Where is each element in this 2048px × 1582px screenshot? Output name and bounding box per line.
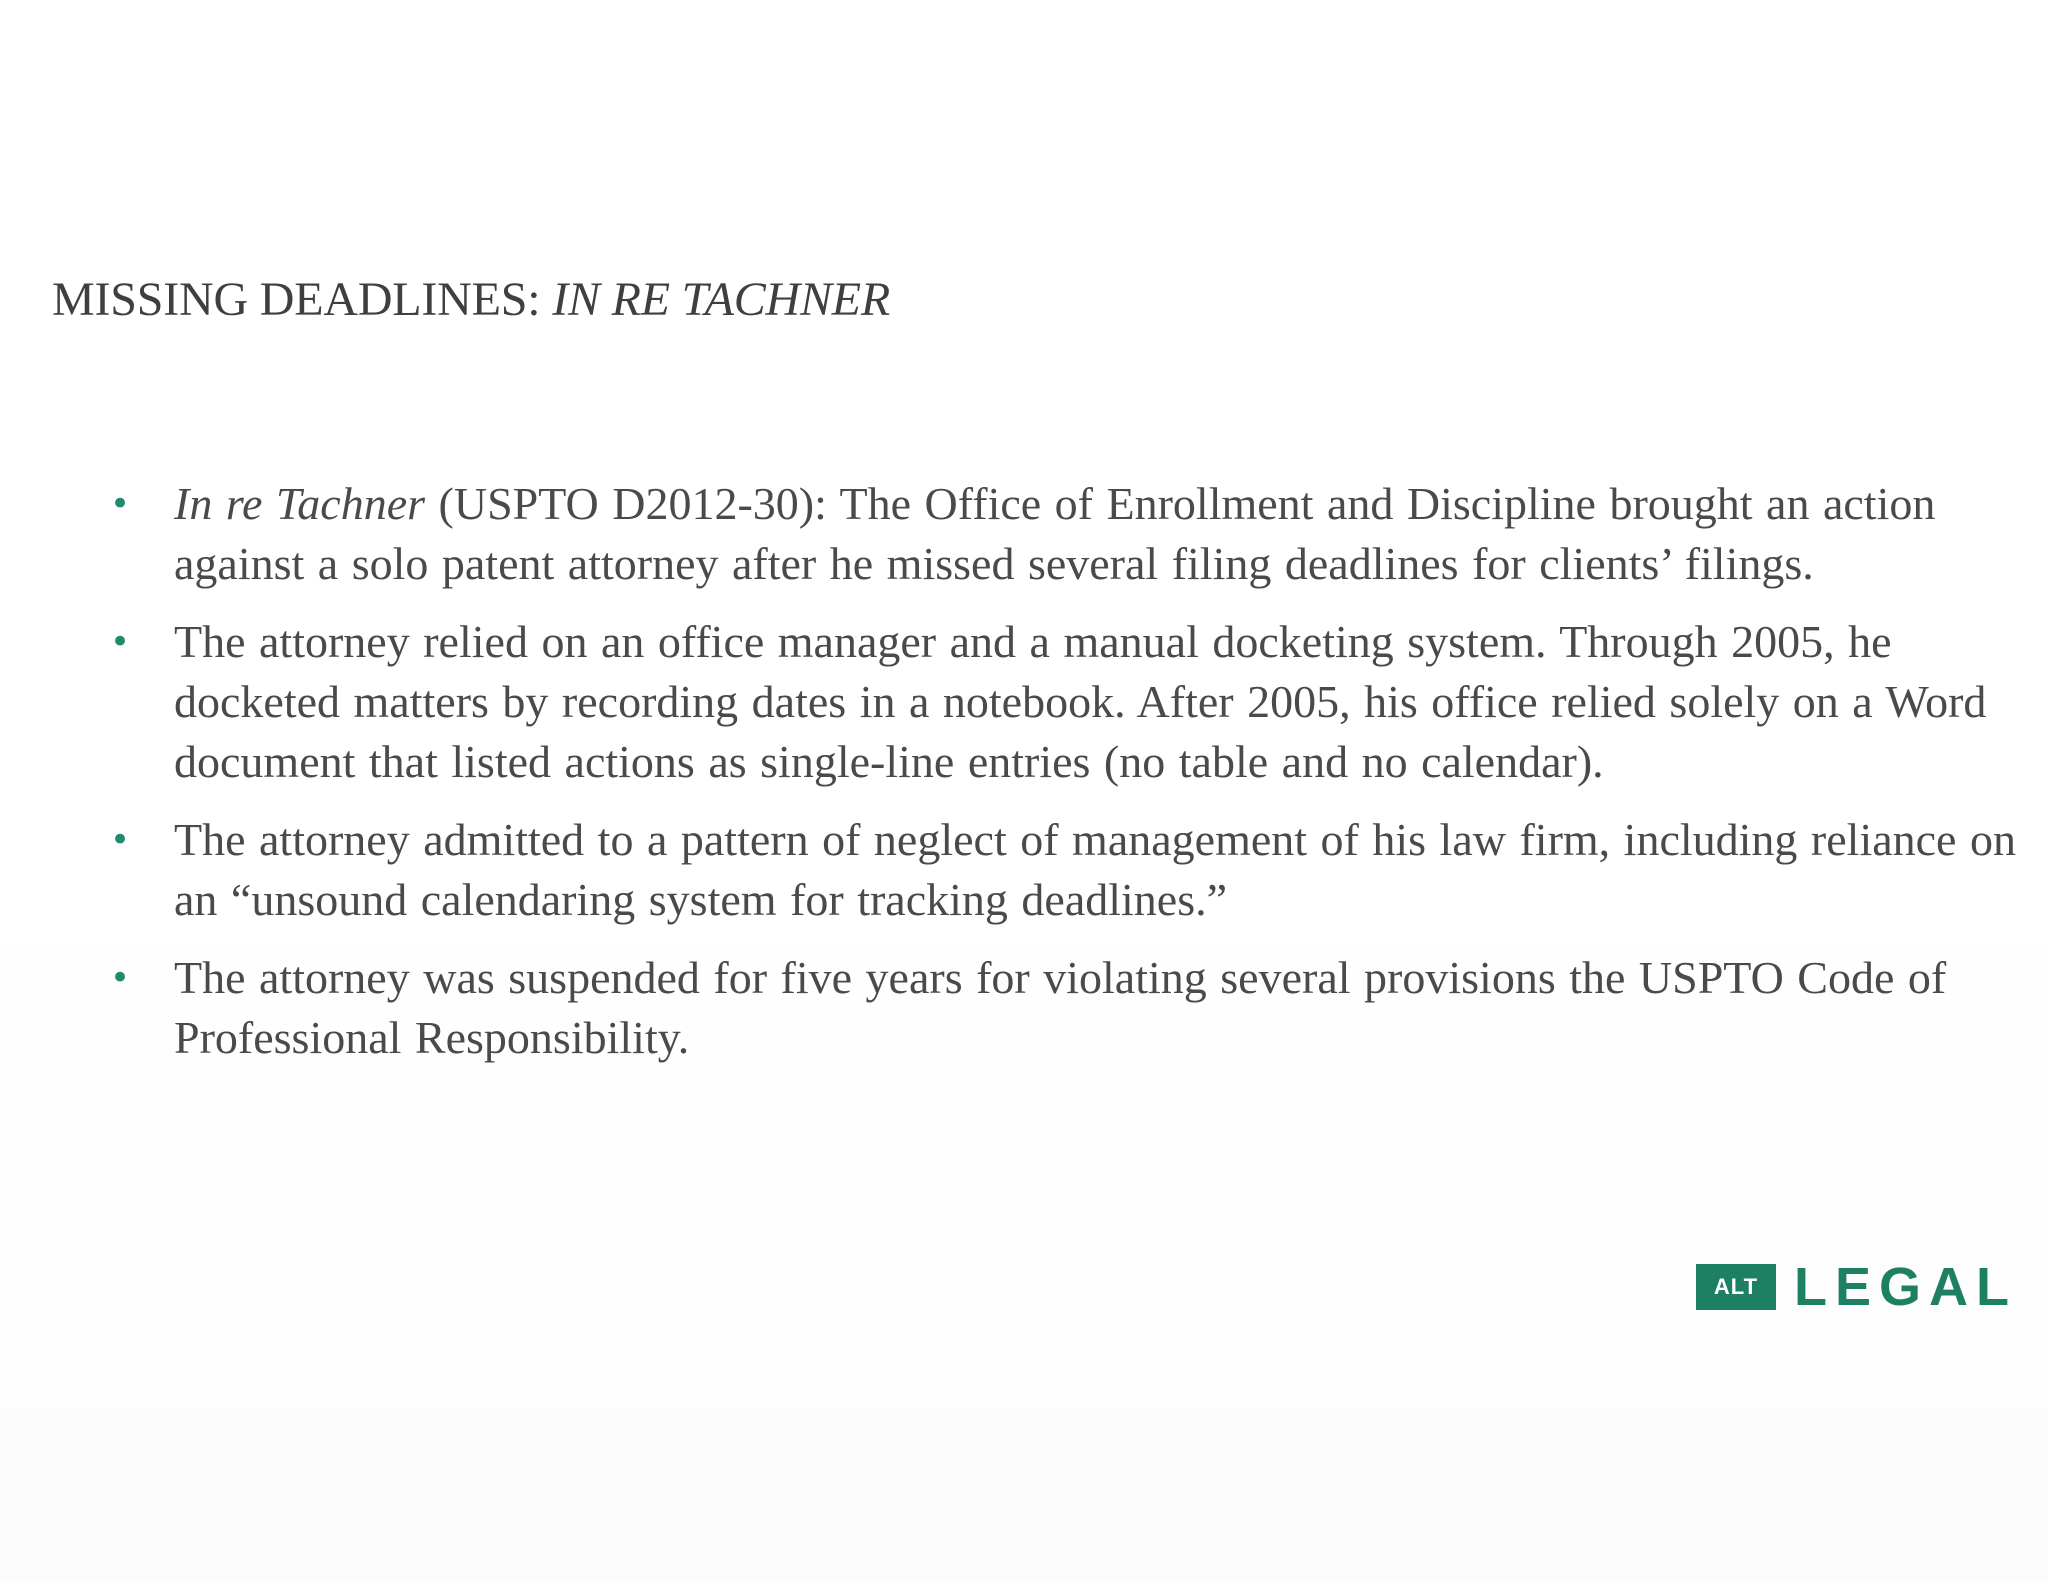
logo-badge: ALT	[1696, 1264, 1776, 1310]
bullet-marker: •	[110, 820, 131, 860]
bullet-text: (USPTO D2012-30): The Office of Enrollment and Discipline brought an action against a solo patent attorney after he missed several filing deadlines for clients’ filings.	[174, 478, 1936, 589]
bullet-marker: •	[110, 484, 131, 524]
alt-legal-logo	[1696, 1257, 2017, 1317]
title-prefix: MISSING DEADLINES:	[52, 273, 553, 326]
bullet-item	[110, 810, 2030, 930]
bullet-marker: •	[110, 622, 131, 662]
bullet-marker: •	[110, 958, 131, 998]
logo-wordmark: LEGAL	[1794, 1257, 2017, 1317]
title-case-name: IN RE TACHNER	[552, 273, 891, 326]
bullet-item	[110, 474, 2030, 594]
bullet-item	[110, 612, 2030, 792]
bullet-text: The attorney relied on an office manager and a manual docketing system. Through 2005, he docketed matters by recording dates in a notebook. After 2005, his office relied solely on a Word document that listed actions as single-line entries (no table and no calendar).	[174, 616, 1987, 787]
bullet-text: The attorney admitted to a pattern of neglect of management of his law firm, including reliance on an “unsound calendaring system for tracking deadlines.”	[174, 814, 2016, 925]
slide-title	[52, 268, 890, 332]
bullet-text: The attorney was suspended for five years for violating several provisions the USPTO Code of Professional Responsibility.	[174, 952, 1947, 1063]
bullet-item	[110, 948, 2030, 1068]
bullet-list	[110, 474, 2030, 1086]
case-name: In re Tachner	[174, 478, 426, 529]
